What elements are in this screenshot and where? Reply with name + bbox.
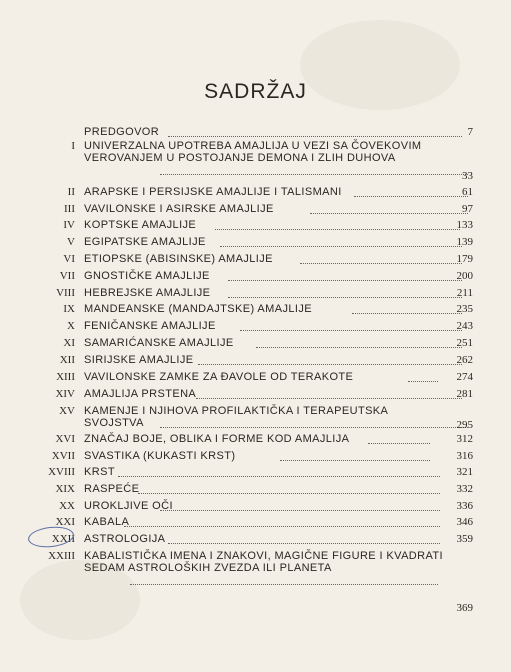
page-number: 274 xyxy=(456,371,473,383)
page-number: 179 xyxy=(456,253,473,265)
page-number: 359 xyxy=(456,533,473,545)
page-number: 200 xyxy=(456,270,473,282)
leader-dots xyxy=(168,542,440,544)
leader-dots xyxy=(228,279,462,281)
page-number: 139 xyxy=(456,236,473,248)
chapter-title: SAMARIĆANSKE AMAJLIJE xyxy=(84,337,234,349)
chapter-number: V xyxy=(67,236,75,248)
chapter-title: UROKLJIVE OČI xyxy=(84,500,173,512)
chapter-title: KABALA xyxy=(84,516,130,528)
chapter-title: HEBREJSKE AMAJLIJE xyxy=(84,287,211,299)
page-number: 133 xyxy=(456,219,473,231)
chapter-number: XIII xyxy=(56,371,75,383)
chapter-number: XVIII xyxy=(48,466,75,478)
chapter-number: XIV xyxy=(55,388,75,400)
page-number: 332 xyxy=(456,483,473,495)
leader-dots xyxy=(352,312,462,314)
leader-dots xyxy=(198,363,462,365)
chapter-title: KOPTSKE AMAJLIJE xyxy=(84,219,197,231)
page-number: 61 xyxy=(462,186,473,198)
leader-dots xyxy=(256,346,462,348)
chapter-number: XVI xyxy=(55,433,75,445)
page-title: SADRŽAJ xyxy=(204,80,307,103)
leader-dots xyxy=(160,426,468,428)
chapter-title: SVASTIKA (KUKASTI KRST) xyxy=(84,450,236,462)
page-number: 97 xyxy=(462,203,473,215)
chapter-number: XI xyxy=(63,337,75,349)
leader-dots xyxy=(240,329,462,331)
page-number: 235 xyxy=(456,303,473,315)
chapter-title: ETIOPSKE (ABISINSKE) AMAJLIJE xyxy=(84,253,273,265)
page-number: 312 xyxy=(456,433,473,445)
chapter-title: SIRIJSKE AMAJLIJE xyxy=(84,354,194,366)
leader-dots xyxy=(228,296,462,298)
chapter-title: RASPEĆE xyxy=(84,483,140,495)
leader-dots xyxy=(124,525,440,527)
chapter-title: FENIČANSKE AMAJLIJE xyxy=(84,320,216,332)
chapter-number: XXIII xyxy=(48,550,75,562)
chapter-number: VI xyxy=(63,253,75,265)
chapter-number: XII xyxy=(59,354,75,366)
page-number: 346 xyxy=(456,516,473,528)
page-number: 262 xyxy=(456,354,473,366)
chapter-number: XX xyxy=(59,500,75,512)
chapter-number: XIX xyxy=(55,483,75,495)
leader-dots xyxy=(354,195,468,197)
page-number: 369 xyxy=(456,602,473,614)
leader-dots xyxy=(118,475,440,477)
chapter-number: XXI xyxy=(55,516,75,528)
page-number: 295 xyxy=(456,419,473,431)
chapter-title: KRST xyxy=(84,466,115,478)
chapter-number: I xyxy=(71,140,75,152)
chapter-title: EGIPATSKE AMAJLIJE xyxy=(84,236,206,248)
leader-dots xyxy=(310,212,468,214)
chapter-number: XVII xyxy=(51,450,75,462)
chapter-title: ZNAČAJ BOJE, OBLIKA I FORME KOD AMAJLIJA xyxy=(84,433,350,445)
leader-dots xyxy=(196,397,462,399)
chapter-number: III xyxy=(64,203,75,215)
leader-dots xyxy=(368,442,430,444)
page-number: 211 xyxy=(456,287,473,299)
chapter-title: UNIVERZALNA UPOTREBA AMAJLIJA U VEZI SA ČOVEKOVIM VEROVANJEM U POSTOJANJE DEMONA I ZLIH DUHOVA xyxy=(84,140,422,164)
chapter-number: XV xyxy=(59,405,75,417)
chapter-title: PREDGOVOR xyxy=(84,126,160,138)
chapter-number: IX xyxy=(63,303,75,315)
page-number: 316 xyxy=(456,450,473,462)
chapter-title: VAVILONSKE ZAMKE ZA ĐAVOLE OD TERAKOTE xyxy=(84,371,354,383)
leader-dots xyxy=(160,509,440,511)
page-number: 336 xyxy=(456,500,473,512)
leader-dots xyxy=(160,173,468,175)
page-number: 7 xyxy=(467,126,473,138)
chapter-number: X xyxy=(67,320,75,332)
chapter-title: ARAPSKE I PERSIJSKE AMAJLIJE I TALISMANI xyxy=(84,186,342,198)
chapter-title: MANDEANSKE (MANDAJTSKE) AMAJLIJE xyxy=(84,303,312,315)
chapter-number: XXII xyxy=(51,533,75,545)
page-number: 243 xyxy=(456,320,473,332)
page-number: 251 xyxy=(456,337,473,349)
chapter-number: VIII xyxy=(56,287,75,299)
leader-dots xyxy=(130,583,438,585)
chapter-number: II xyxy=(67,186,75,198)
leader-dots xyxy=(138,492,440,494)
page-number: 321 xyxy=(456,466,473,478)
page-number: 33 xyxy=(462,170,473,182)
leader-dots xyxy=(280,459,430,461)
chapter-title: KAMENJE I NJIHOVA PROFILAKTIČKA I TERAPEUTSKA SVOJSTVA xyxy=(84,405,388,429)
leader-dots xyxy=(408,380,438,382)
leader-dots xyxy=(215,228,460,230)
leader-dots xyxy=(220,245,462,247)
chapter-title: AMAJLIJA PRSTENA xyxy=(84,388,197,400)
chapter-number: VII xyxy=(59,270,75,282)
chapter-title: GNOSTIČKE AMAJLIJE xyxy=(84,270,210,282)
chapter-number: IV xyxy=(63,219,75,231)
page-number: 281 xyxy=(456,388,473,400)
chapter-title: ASTROLOGIJA xyxy=(84,533,166,545)
leader-dots xyxy=(168,135,462,137)
leader-dots xyxy=(300,262,462,264)
chapter-title: KABALISTIČKA IMENA I ZNAKOVI, MAGIČNE FIGURE I KVADRATI SEDAM ASTROLOŠKIH ZVEZDA ILI PLANETA xyxy=(84,550,443,574)
chapter-title: VAVILONSKE I ASIRSKE AMAJLIJE xyxy=(84,203,274,215)
